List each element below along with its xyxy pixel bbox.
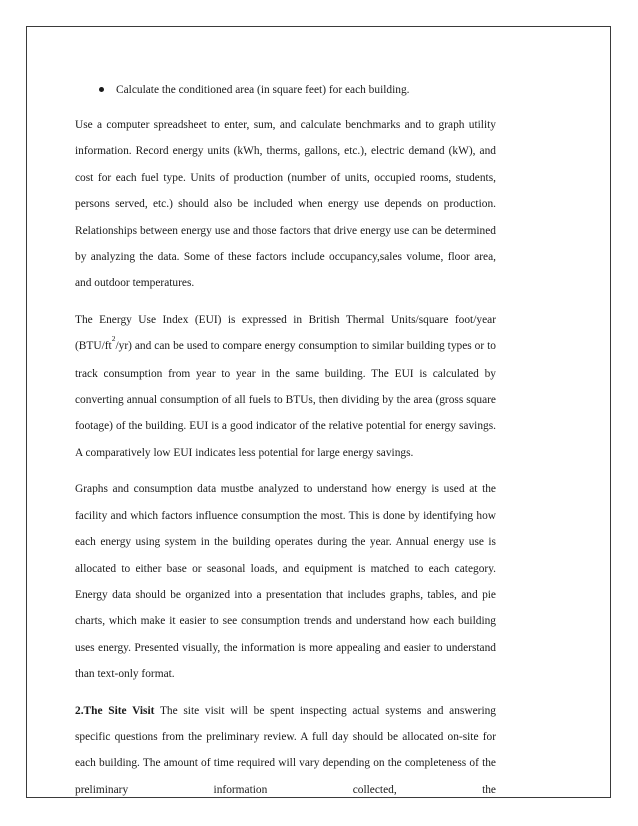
site-visit-text: The site visit will be spent inspecting actual systems and answering specific questions from the preliminary review. A full day should be allocated on-site for each building. The amount of time required will vary depending on the completeness of the preliminary information collected, the <box>75 704 496 796</box>
paragraph-graphs: Graphs and consumption data mustbe analyzed to understand how energy is used at the facility and which factors influence consumption the most. This is done by identifying how each energy using system in the building operates during the year. Annual energy use is allocated to either base or seasonal loads, and equipment is matched to each category. Energy data should be organized into a presentation that includes graphs, tables, and pie charts, which make it easier to see consumption trends and understand how each building uses energy. Presented visually, the information is more appealing and easier to understand than text-only format. <box>75 483 496 681</box>
eui-text-start: The Energy Use Index (EUI) is expressed in British Thermal Units/square foot/year (BTU/ft <box>75 313 496 353</box>
superscript-two: 2 <box>111 334 116 344</box>
bullet-icon <box>99 87 104 92</box>
bullet-item <box>75 77 496 103</box>
bullet-text: Calculate the conditioned area (in square feet) for each building. <box>116 84 410 96</box>
paragraph-spreadsheet: Use a computer spreadsheet to enter, sum, and calculate benchmarks and to graph utility information. Record energy units (kWh, therms, gallons, etc.), electric demand (kW), and cost for each fuel type. Units of production (number of units, occupied rooms, students, persons served, etc.) should also be included when energy use depends on production. Relationships between energy use and those factors that drive energy use can be determined by analyzing the data. Some of these factors include occupancy,sales volume, floor area, and outdoor temperatures. <box>75 119 496 290</box>
paragraph-site-visit <box>75 698 496 804</box>
document-body <box>75 77 496 813</box>
paragraph-eui <box>75 307 496 466</box>
eui-text-rest: /yr) and can be used to compare energy consumption to similar building types or to track consumption from year to year in the same building. The EUI is calculated by converting annual consumption of all fuels to BTUs, then dividing by the area (gross square footage) of the building. EUI is a good indicator of the relative potential for energy savings. A comparatively low EUI indicates less potential for large energy savings. <box>75 340 496 459</box>
section-heading: 2.The Site Visit <box>75 704 155 717</box>
